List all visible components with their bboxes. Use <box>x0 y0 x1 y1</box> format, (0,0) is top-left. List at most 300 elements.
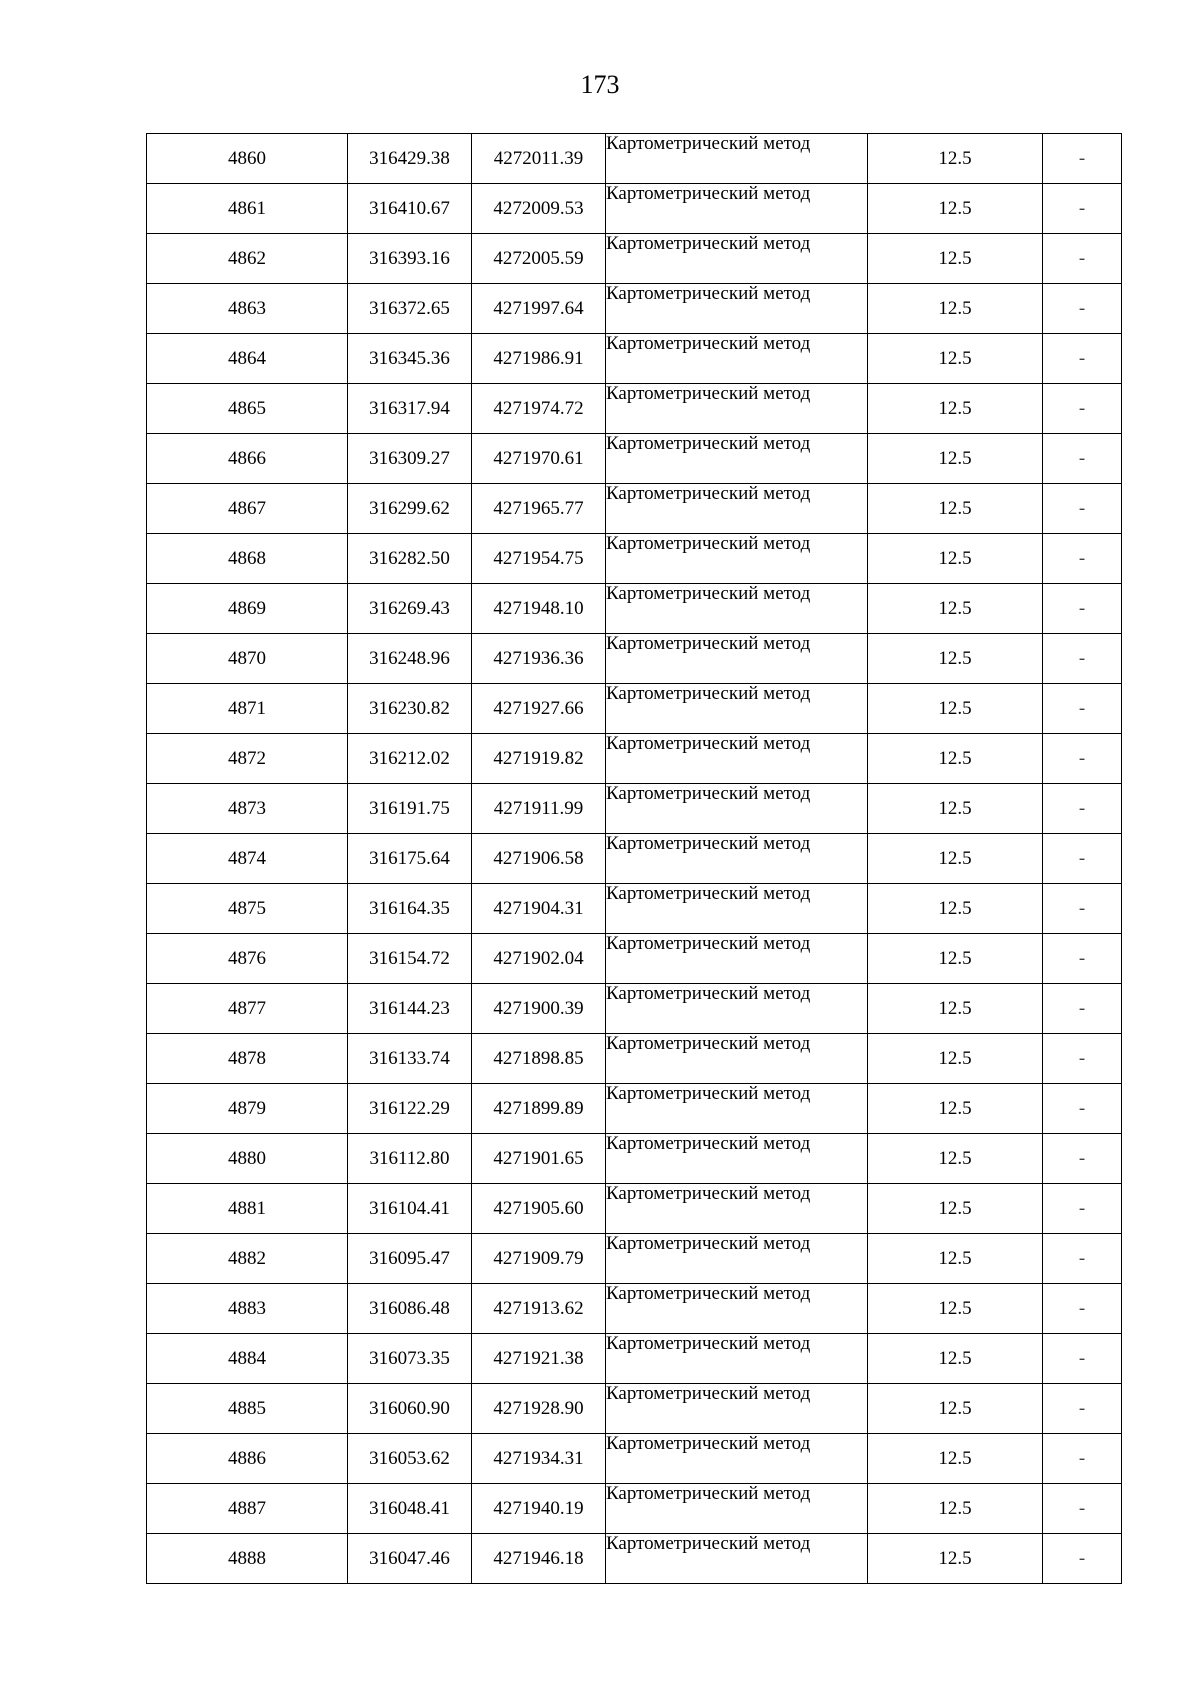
y-coordinate-cell <box>472 534 606 584</box>
point-number-text: 4880 <box>228 1148 266 1169</box>
point-number-cell <box>147 734 348 784</box>
accuracy-cell <box>868 1084 1043 1134</box>
method-cell <box>606 184 868 234</box>
table-body <box>147 134 1122 1584</box>
point-number-text: 4873 <box>228 798 266 819</box>
y-coordinate-cell <box>472 1234 606 1284</box>
table-row <box>147 1534 1122 1584</box>
point-number-cell <box>147 584 348 634</box>
y-coordinate-text: 4271921.38 <box>493 1348 584 1369</box>
method-text: Картометрический метод <box>606 1233 811 1254</box>
accuracy-cell <box>868 384 1043 434</box>
method-text: Картометрический метод <box>606 383 811 404</box>
accuracy-cell <box>868 984 1043 1034</box>
table-row <box>147 1384 1122 1434</box>
method-cell <box>606 1534 868 1584</box>
point-number-text: 4874 <box>228 848 266 869</box>
note-cell <box>1043 584 1122 634</box>
y-coordinate-text: 4271904.31 <box>493 898 584 919</box>
y-coordinate-text: 4272005.59 <box>493 248 584 269</box>
note-cell <box>1043 884 1122 934</box>
x-coordinate-cell <box>348 584 472 634</box>
method-cell <box>606 484 868 534</box>
y-coordinate-text: 4271948.10 <box>493 598 584 619</box>
method-cell <box>606 1484 868 1534</box>
point-number-text: 4882 <box>228 1248 266 1269</box>
y-coordinate-cell <box>472 1184 606 1234</box>
x-coordinate-cell <box>348 1234 472 1284</box>
x-coordinate-text: 316191.75 <box>369 798 450 819</box>
note-cell <box>1043 1034 1122 1084</box>
x-coordinate-cell <box>348 984 472 1034</box>
x-coordinate-text: 316345.36 <box>369 348 450 369</box>
accuracy-text: 12.5 <box>938 248 972 269</box>
x-coordinate-text: 316154.72 <box>369 948 450 969</box>
y-coordinate-cell <box>472 684 606 734</box>
y-coordinate-text: 4271936.36 <box>493 648 584 669</box>
x-coordinate-cell <box>348 334 472 384</box>
note-text: - <box>1078 1198 1086 1219</box>
note-text: - <box>1078 348 1086 369</box>
x-coordinate-text: 316112.80 <box>369 1148 450 1169</box>
note-cell <box>1043 1484 1122 1534</box>
method-cell <box>606 334 868 384</box>
point-number-cell <box>147 1134 348 1184</box>
method-text: Картометрический метод <box>606 783 811 804</box>
method-cell <box>606 934 868 984</box>
accuracy-text: 12.5 <box>938 898 972 919</box>
x-coordinate-text: 316053.62 <box>369 1448 450 1469</box>
note-text: - <box>1078 1548 1086 1569</box>
y-coordinate-cell <box>472 1434 606 1484</box>
point-number-cell <box>147 1234 348 1284</box>
method-cell <box>606 1284 868 1334</box>
point-number-cell <box>147 1284 348 1334</box>
note-cell <box>1043 684 1122 734</box>
method-cell <box>606 1434 868 1484</box>
x-coordinate-text: 316133.74 <box>369 1048 450 1069</box>
y-coordinate-cell <box>472 184 606 234</box>
method-text: Картометрический метод <box>606 1283 811 1304</box>
accuracy-cell <box>868 684 1043 734</box>
table-row <box>147 484 1122 534</box>
method-cell <box>606 1084 868 1134</box>
y-coordinate-cell <box>472 1084 606 1134</box>
y-coordinate-text: 4272011.39 <box>493 148 584 169</box>
method-cell <box>606 434 868 484</box>
table-row <box>147 584 1122 634</box>
accuracy-text: 12.5 <box>938 1448 972 1469</box>
note-text: - <box>1078 1498 1086 1519</box>
point-number-text: 4866 <box>228 448 266 469</box>
point-number-text: 4881 <box>228 1198 266 1219</box>
x-coordinate-text: 316175.64 <box>369 848 450 869</box>
method-cell <box>606 1184 868 1234</box>
accuracy-cell <box>868 1134 1043 1184</box>
x-coordinate-text: 316429.38 <box>369 148 450 169</box>
method-text: Картометрический метод <box>606 1033 811 1054</box>
coordinates-table <box>146 133 1122 1584</box>
accuracy-cell <box>868 1384 1043 1434</box>
table-row <box>147 684 1122 734</box>
x-coordinate-cell <box>348 1534 472 1584</box>
note-text: - <box>1078 848 1086 869</box>
point-number-text: 4875 <box>228 898 266 919</box>
accuracy-cell <box>868 934 1043 984</box>
accuracy-text: 12.5 <box>938 1298 972 1319</box>
accuracy-text: 12.5 <box>938 1398 972 1419</box>
x-coordinate-cell <box>348 1184 472 1234</box>
y-coordinate-cell <box>472 934 606 984</box>
point-number-cell <box>147 984 348 1034</box>
point-number-cell <box>147 634 348 684</box>
y-coordinate-cell <box>472 1334 606 1384</box>
accuracy-cell <box>868 784 1043 834</box>
accuracy-cell <box>868 534 1043 584</box>
accuracy-text: 12.5 <box>938 1098 972 1119</box>
y-coordinate-cell <box>472 634 606 684</box>
point-number-text: 4865 <box>228 398 266 419</box>
page-number: 173 <box>580 70 620 99</box>
table-row <box>147 234 1122 284</box>
x-coordinate-text: 316164.35 <box>369 898 450 919</box>
method-text: Картометрический метод <box>606 283 811 304</box>
method-text: Картометрический метод <box>606 1133 811 1154</box>
note-text: - <box>1078 1148 1086 1169</box>
table-row <box>147 384 1122 434</box>
note-cell <box>1043 334 1122 384</box>
point-number-cell <box>147 1434 348 1484</box>
table-row <box>147 1034 1122 1084</box>
method-text: Картометрический метод <box>606 1533 811 1554</box>
y-coordinate-text: 4271974.72 <box>493 398 584 419</box>
x-coordinate-cell <box>348 1134 472 1184</box>
x-coordinate-text: 316212.02 <box>369 748 450 769</box>
x-coordinate-cell <box>348 284 472 334</box>
method-cell <box>606 1234 868 1284</box>
point-number-cell <box>147 434 348 484</box>
y-coordinate-cell <box>472 284 606 334</box>
note-cell <box>1043 934 1122 984</box>
method-cell <box>606 734 868 784</box>
y-coordinate-cell <box>472 234 606 284</box>
table-row <box>147 434 1122 484</box>
note-cell <box>1043 134 1122 184</box>
x-coordinate-cell <box>348 184 472 234</box>
method-text: Картометрический метод <box>606 233 811 254</box>
note-cell <box>1043 734 1122 784</box>
accuracy-text: 12.5 <box>938 998 972 1019</box>
note-cell <box>1043 434 1122 484</box>
accuracy-cell <box>868 484 1043 534</box>
method-text: Картометрический метод <box>606 1183 811 1204</box>
method-text: Картометрический метод <box>606 433 811 454</box>
y-coordinate-cell <box>472 1284 606 1334</box>
accuracy-text: 12.5 <box>938 548 972 569</box>
x-coordinate-cell <box>348 484 472 534</box>
note-cell <box>1043 1434 1122 1484</box>
x-coordinate-text: 316410.67 <box>369 198 450 219</box>
y-coordinate-cell <box>472 434 606 484</box>
x-coordinate-cell <box>348 134 472 184</box>
point-number-cell <box>147 884 348 934</box>
x-coordinate-text: 316317.94 <box>369 398 450 419</box>
y-coordinate-text: 4271934.31 <box>493 1448 584 1469</box>
x-coordinate-cell <box>348 684 472 734</box>
method-text: Картометрический метод <box>606 1383 811 1404</box>
point-number-text: 4878 <box>228 1048 266 1069</box>
table-row <box>147 1134 1122 1184</box>
accuracy-text: 12.5 <box>938 148 972 169</box>
accuracy-cell <box>868 834 1043 884</box>
method-text: Картометрический метод <box>606 583 811 604</box>
note-cell <box>1043 1284 1122 1334</box>
accuracy-text: 12.5 <box>938 1248 972 1269</box>
point-number-text: 4877 <box>228 998 266 1019</box>
note-cell <box>1043 1534 1122 1584</box>
note-text: - <box>1078 998 1086 1019</box>
accuracy-text: 12.5 <box>938 1048 972 1069</box>
note-text: - <box>1078 148 1086 169</box>
accuracy-cell <box>868 184 1043 234</box>
accuracy-cell <box>868 1484 1043 1534</box>
note-text: - <box>1078 748 1086 769</box>
method-text: Картометрический метод <box>606 533 811 554</box>
y-coordinate-text: 4271902.04 <box>493 948 584 969</box>
y-coordinate-cell <box>472 1034 606 1084</box>
accuracy-cell <box>868 1434 1043 1484</box>
accuracy-cell <box>868 1284 1043 1334</box>
point-number-cell <box>147 834 348 884</box>
x-coordinate-cell <box>348 1384 472 1434</box>
accuracy-text: 12.5 <box>938 848 972 869</box>
point-number-cell <box>147 1034 348 1084</box>
table-row <box>147 834 1122 884</box>
x-coordinate-text: 316086.48 <box>369 1298 450 1319</box>
note-cell <box>1043 834 1122 884</box>
y-coordinate-cell <box>472 1134 606 1184</box>
note-text: - <box>1078 398 1086 419</box>
method-text: Картометрический метод <box>606 733 811 754</box>
method-text: Картометрический метод <box>606 883 811 904</box>
note-cell <box>1043 284 1122 334</box>
x-coordinate-cell <box>348 934 472 984</box>
y-coordinate-text: 4271913.62 <box>493 1298 584 1319</box>
y-coordinate-text: 4271946.18 <box>493 1548 584 1569</box>
method-text: Картометрический метод <box>606 683 811 704</box>
y-coordinate-text: 4271900.39 <box>493 998 584 1019</box>
x-coordinate-text: 316144.23 <box>369 998 450 1019</box>
table-row <box>147 184 1122 234</box>
y-coordinate-cell <box>472 734 606 784</box>
accuracy-cell <box>868 234 1043 284</box>
y-coordinate-text: 4272009.53 <box>493 198 584 219</box>
note-text: - <box>1078 1048 1086 1069</box>
note-text: - <box>1078 1098 1086 1119</box>
point-number-text: 4863 <box>228 298 266 319</box>
note-text: - <box>1078 298 1086 319</box>
y-coordinate-cell <box>472 134 606 184</box>
table-row <box>147 334 1122 384</box>
note-cell <box>1043 484 1122 534</box>
x-coordinate-text: 316060.90 <box>369 1398 450 1419</box>
point-number-text: 4886 <box>228 1448 266 1469</box>
table-row <box>147 734 1122 784</box>
point-number-text: 4888 <box>228 1548 266 1569</box>
point-number-cell <box>147 1184 348 1234</box>
y-coordinate-text: 4271940.19 <box>493 1498 584 1519</box>
method-text: Картометрический метод <box>606 1083 811 1104</box>
method-cell <box>606 584 868 634</box>
y-coordinate-cell <box>472 1484 606 1534</box>
accuracy-cell <box>868 884 1043 934</box>
y-coordinate-text: 4271905.60 <box>493 1198 584 1219</box>
y-coordinate-text: 4271909.79 <box>493 1248 584 1269</box>
x-coordinate-cell <box>348 834 472 884</box>
point-number-text: 4864 <box>228 348 266 369</box>
note-text: - <box>1078 948 1086 969</box>
table-row <box>147 884 1122 934</box>
method-text: Картометрический метод <box>606 183 811 204</box>
method-text: Картометрический метод <box>606 833 811 854</box>
y-coordinate-text: 4271927.66 <box>493 698 584 719</box>
point-number-cell <box>147 1484 348 1534</box>
y-coordinate-text: 4271970.61 <box>493 448 584 469</box>
method-cell <box>606 984 868 1034</box>
note-text: - <box>1078 698 1086 719</box>
accuracy-text: 12.5 <box>938 448 972 469</box>
point-number-cell <box>147 684 348 734</box>
y-coordinate-text: 4271986.91 <box>493 348 584 369</box>
x-coordinate-cell <box>348 1284 472 1334</box>
accuracy-text: 12.5 <box>938 498 972 519</box>
y-coordinate-cell <box>472 784 606 834</box>
accuracy-cell <box>868 284 1043 334</box>
method-cell <box>606 134 868 184</box>
note-cell <box>1043 384 1122 434</box>
x-coordinate-text: 316047.46 <box>369 1548 450 1569</box>
x-coordinate-cell <box>348 1034 472 1084</box>
accuracy-text: 12.5 <box>938 1548 972 1569</box>
method-text: Картометрический метод <box>606 333 811 354</box>
y-coordinate-cell <box>472 334 606 384</box>
note-cell <box>1043 1234 1122 1284</box>
point-number-cell <box>147 234 348 284</box>
x-coordinate-text: 316048.41 <box>369 1498 450 1519</box>
accuracy-cell <box>868 1184 1043 1234</box>
y-coordinate-text: 4271997.64 <box>493 298 584 319</box>
point-number-text: 4871 <box>228 698 266 719</box>
point-number-cell <box>147 1334 348 1384</box>
y-coordinate-cell <box>472 984 606 1034</box>
point-number-cell <box>147 1534 348 1584</box>
table-row <box>147 534 1122 584</box>
note-cell <box>1043 1384 1122 1434</box>
point-number-text: 4870 <box>228 648 266 669</box>
y-coordinate-cell <box>472 1534 606 1584</box>
point-number-cell <box>147 1084 348 1134</box>
note-text: - <box>1078 1398 1086 1419</box>
y-coordinate-cell <box>472 384 606 434</box>
method-cell <box>606 784 868 834</box>
method-text: Картометрический метод <box>606 633 811 654</box>
point-number-cell <box>147 284 348 334</box>
method-cell <box>606 834 868 884</box>
table-row <box>147 1184 1122 1234</box>
point-number-cell <box>147 1384 348 1434</box>
table-row <box>147 1484 1122 1534</box>
point-number-cell <box>147 334 348 384</box>
accuracy-text: 12.5 <box>938 598 972 619</box>
accuracy-text: 12.5 <box>938 1198 972 1219</box>
method-cell <box>606 534 868 584</box>
note-text: - <box>1078 548 1086 569</box>
accuracy-cell <box>868 1034 1043 1084</box>
point-number-text: 4884 <box>228 1348 266 1369</box>
table-row <box>147 1334 1122 1384</box>
note-cell <box>1043 784 1122 834</box>
accuracy-cell <box>868 734 1043 784</box>
method-cell <box>606 234 868 284</box>
y-coordinate-text: 4271928.90 <box>493 1398 584 1419</box>
y-coordinate-text: 4271919.82 <box>493 748 584 769</box>
x-coordinate-text: 316095.47 <box>369 1248 450 1269</box>
note-text: - <box>1078 898 1086 919</box>
method-cell <box>606 1384 868 1434</box>
y-coordinate-cell <box>472 834 606 884</box>
point-number-cell <box>147 384 348 434</box>
method-text: Картометрический метод <box>606 1483 811 1504</box>
method-cell <box>606 684 868 734</box>
x-coordinate-cell <box>348 884 472 934</box>
y-coordinate-text: 4271911.99 <box>493 798 584 819</box>
point-number-text: 4869 <box>228 598 266 619</box>
table-row <box>147 134 1122 184</box>
note-text: - <box>1078 248 1086 269</box>
accuracy-text: 12.5 <box>938 348 972 369</box>
note-cell <box>1043 234 1122 284</box>
point-number-cell <box>147 784 348 834</box>
method-cell <box>606 1334 868 1384</box>
x-coordinate-cell <box>348 1434 472 1484</box>
accuracy-text: 12.5 <box>938 298 972 319</box>
accuracy-cell <box>868 434 1043 484</box>
table-row <box>147 934 1122 984</box>
method-text: Картометрический метод <box>606 483 811 504</box>
note-cell <box>1043 984 1122 1034</box>
accuracy-text: 12.5 <box>938 1498 972 1519</box>
method-cell <box>606 284 868 334</box>
point-number-text: 4887 <box>228 1498 266 1519</box>
accuracy-text: 12.5 <box>938 398 972 419</box>
point-number-text: 4860 <box>228 148 266 169</box>
note-cell <box>1043 1134 1122 1184</box>
y-coordinate-cell <box>472 884 606 934</box>
point-number-text: 4872 <box>228 748 266 769</box>
x-coordinate-cell <box>348 384 472 434</box>
x-coordinate-cell <box>348 434 472 484</box>
point-number-text: 4879 <box>228 1098 266 1119</box>
point-number-cell <box>147 534 348 584</box>
accuracy-text: 12.5 <box>938 648 972 669</box>
point-number-cell <box>147 184 348 234</box>
table-row <box>147 1434 1122 1484</box>
method-cell <box>606 634 868 684</box>
note-text: - <box>1078 598 1086 619</box>
method-text: Картометрический метод <box>606 1333 811 1354</box>
x-coordinate-cell <box>348 784 472 834</box>
note-cell <box>1043 184 1122 234</box>
